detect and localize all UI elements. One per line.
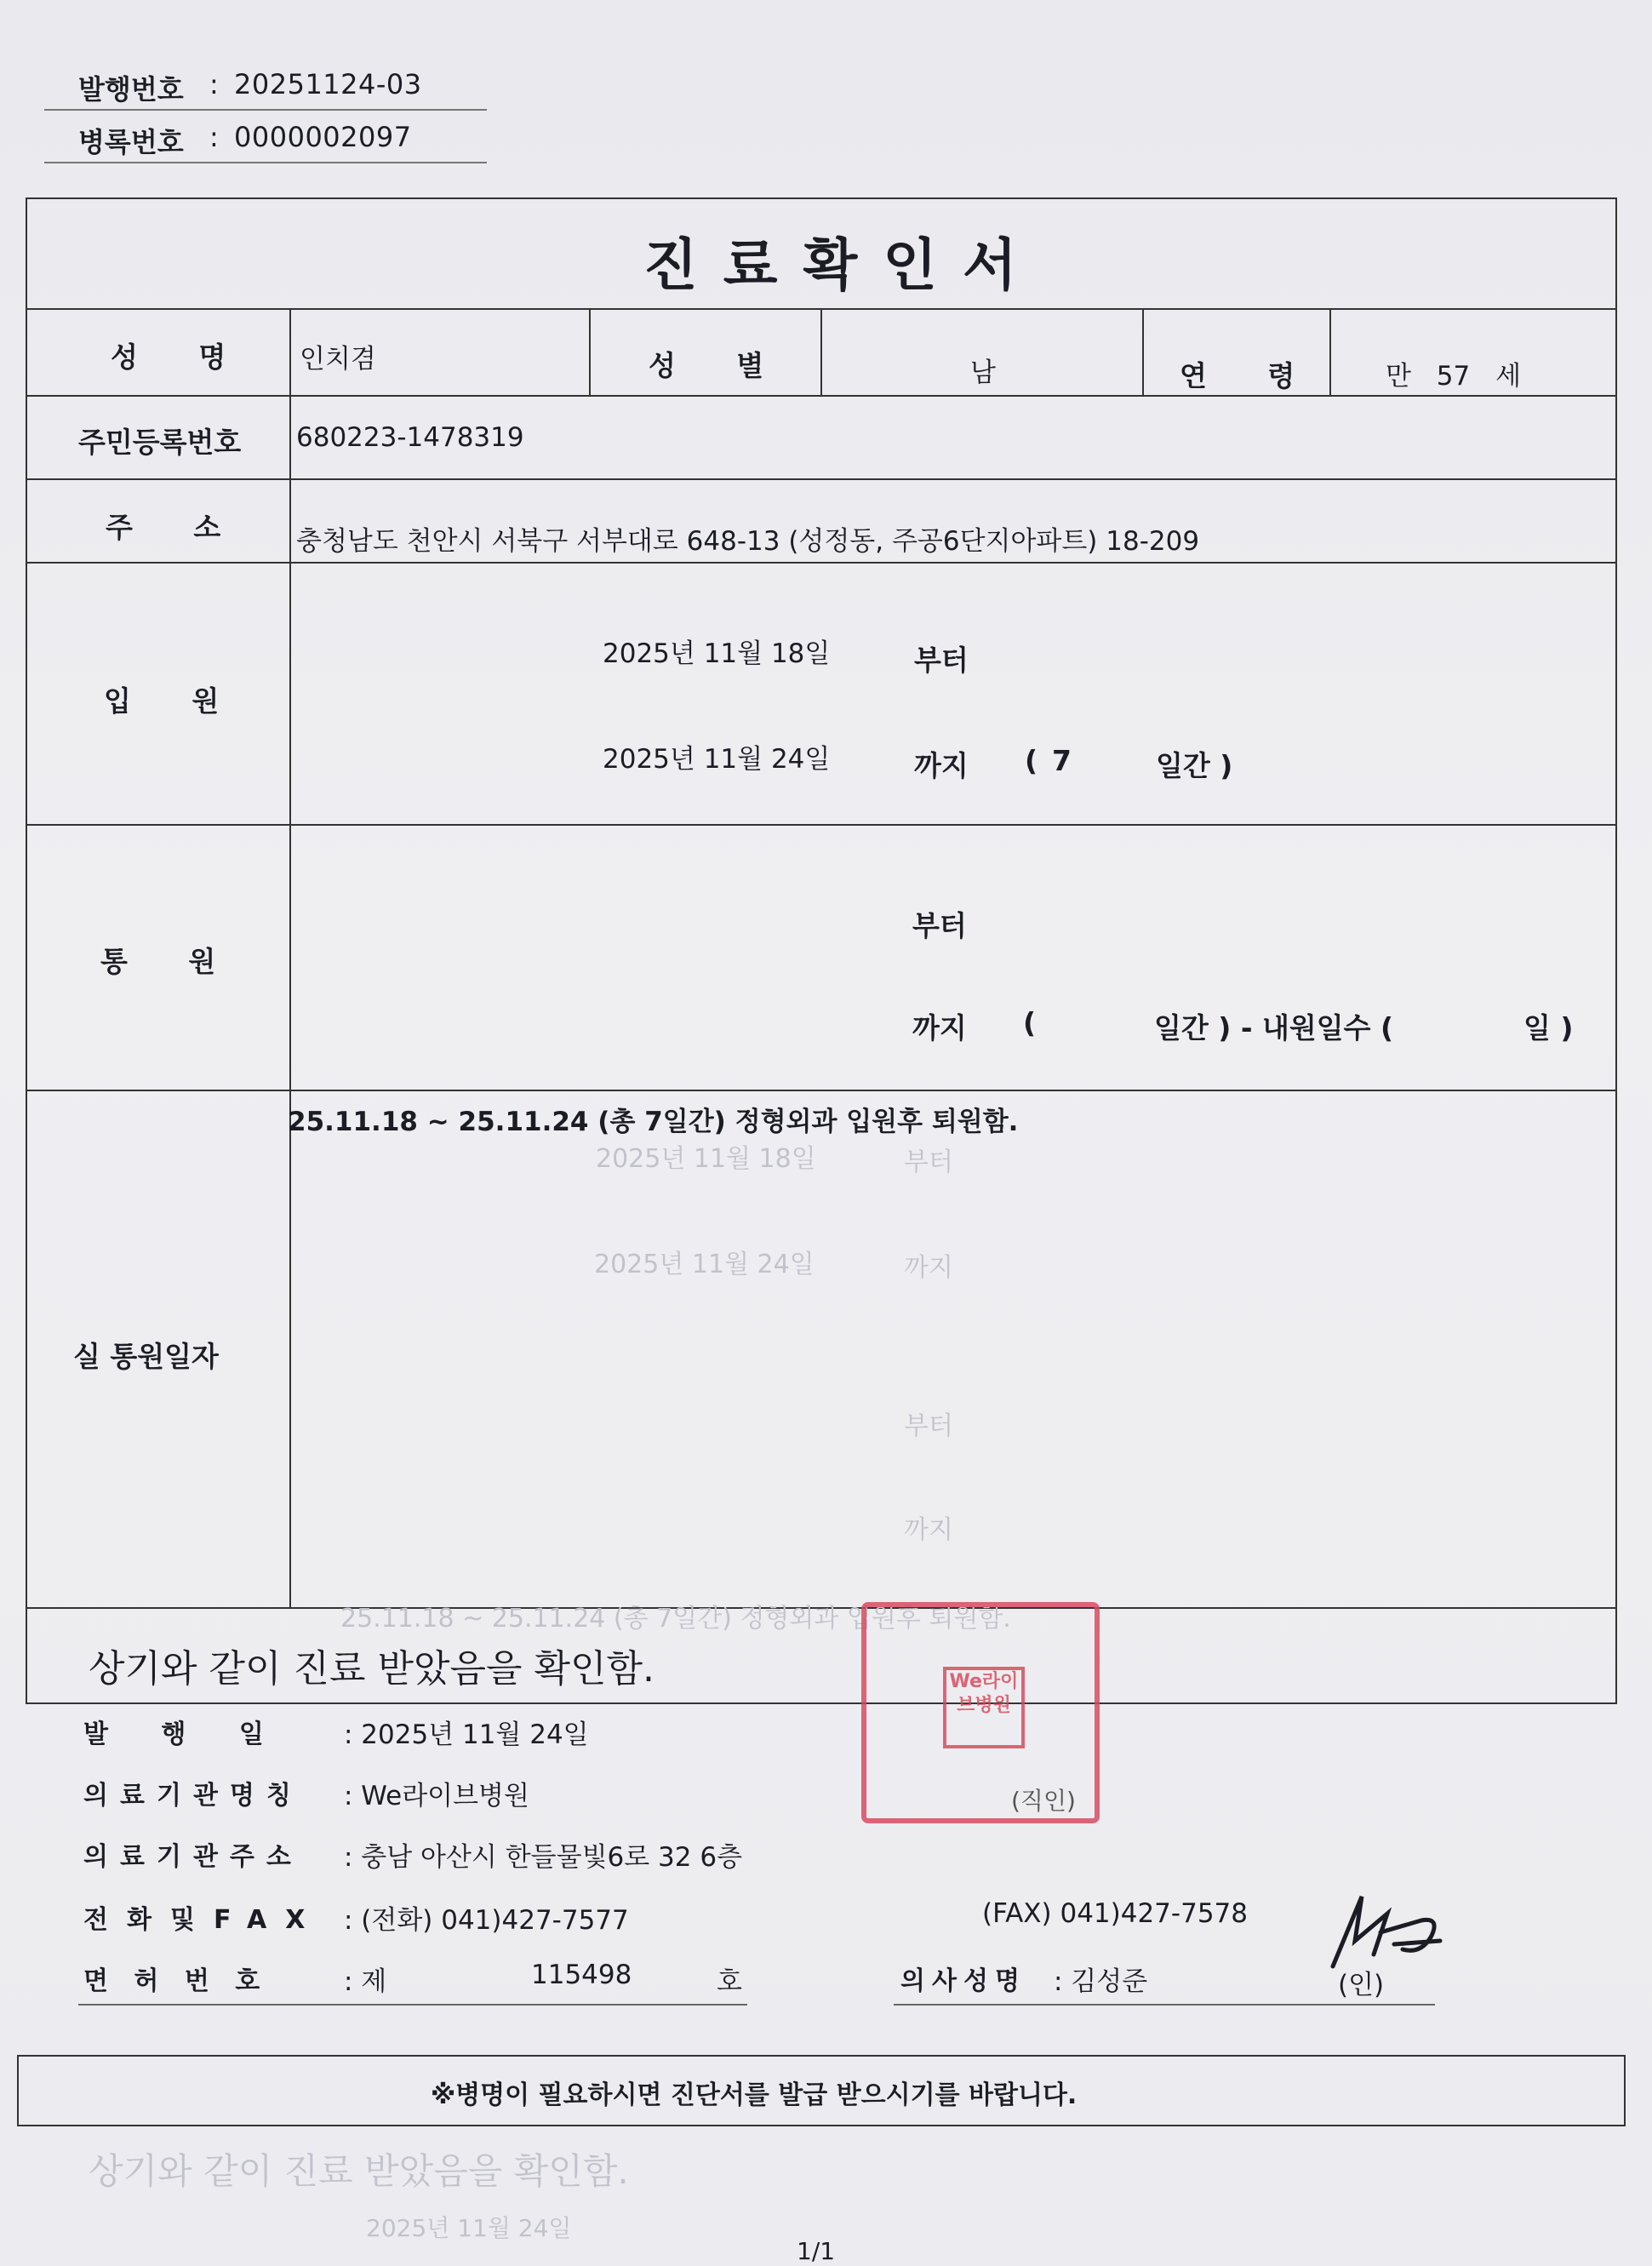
ghost-date: 2025년 11월 18일 [596, 1144, 816, 1174]
ghost-text: 25.11.18 ~ 25.11.24 (총 7일간) 정형외과 입원후 퇴원함. [340, 1604, 1011, 1634]
colon: : [209, 68, 219, 100]
sex-value: 남 [970, 358, 996, 388]
issue-number-label: 발행번호 [78, 73, 184, 106]
ghost-date: 2025년 11월 24일 [366, 2214, 572, 2242]
divider [26, 478, 1617, 480]
hospital-seal-mark: (직인) [1011, 1787, 1076, 1815]
divider [44, 109, 487, 111]
admission-days-close: 일간 ) [1156, 749, 1233, 782]
colon: : [209, 121, 219, 153]
rrn-value: 680223-1478319 [296, 422, 524, 453]
outpatient-to-word: 까지 [912, 1011, 967, 1044]
license-prefix: : 제 [344, 1966, 387, 1997]
divider [289, 308, 291, 1607]
rrn-label: 주민등록번호 [78, 426, 242, 459]
doctor-seal-mark: (인) [1338, 1970, 1385, 2000]
outpatient-label: 통 원 [100, 945, 216, 978]
divider [894, 2004, 1435, 2006]
outpatient-days-open: ( [1023, 1006, 1037, 1039]
ghost-text: 부터 [904, 1147, 953, 1177]
doctor-name-label: 의사성명 [900, 1966, 1026, 1996]
name-label: 성 명 [111, 340, 226, 374]
fax-value: (FAX) 041)427-7578 [982, 1898, 1248, 1929]
phone-value: : (전화) 041)427-7577 [344, 1905, 629, 1936]
footer-notice: ※병명이 필요하시면 진단서를 발급 받으시기를 바랍니다. [431, 2080, 1078, 2110]
age-value: 만 57 세 [1386, 361, 1522, 392]
license-number: 115498 [531, 1960, 632, 1990]
phone-fax-label: 전화및FAX [83, 1905, 324, 1935]
ghost-text: 까지 [904, 1515, 953, 1545]
divider [1329, 308, 1331, 395]
form-outer-box [26, 197, 1617, 1704]
admission-from-date: 2025년 11월 18일 [603, 638, 831, 669]
admission-label: 입 원 [104, 684, 220, 718]
confirm-statement: 상기와 같이 진료 받았음을 확인함. [89, 1647, 655, 1691]
hospital-name-label: 의료기관명칭 [83, 1781, 303, 1811]
divider [26, 1090, 1617, 1091]
hospital-address-label: 의료기관주소 [83, 1842, 303, 1872]
address-label: 주 소 [106, 511, 221, 544]
hospital-address-value: : 충남 아산시 한들물빛6로 32 6층 [344, 1842, 743, 1873]
ghost-statement: 상기와 같이 진료 받았음을 확인함. [89, 2150, 629, 2192]
ghost-text: 까지 [904, 1253, 953, 1283]
license-suffix: 호 [717, 1966, 742, 1997]
doctor-name-value: : 김성준 [1054, 1966, 1148, 1997]
issue-number-value: 20251124-03 [234, 68, 422, 100]
actual-dates-text: 25.11.18 ~ 25.11.24 (총 7일간) 정형외과 입원후 퇴원함. [288, 1107, 1019, 1137]
record-number-value: 0000002097 [234, 121, 412, 153]
sex-label: 성 별 [649, 349, 764, 382]
address-value: 충청남도 천안시 서북구 서부대로 648-13 (성정동, 주공6단지아파트) 18-209 [296, 526, 1200, 557]
admission-to-word: 까지 [914, 749, 969, 782]
age-label: 연 령 [1180, 359, 1295, 392]
hospital-name-value: : We라이브병원 [344, 1781, 529, 1811]
admission-to-date: 2025년 11월 24일 [603, 744, 831, 775]
name-value: 인치겸 [300, 344, 376, 375]
divider [26, 395, 1617, 397]
outpatient-visits-close: 일 ) [1523, 1011, 1574, 1044]
divider [1142, 308, 1144, 395]
ghost-text: 부터 [904, 1411, 953, 1441]
divider [78, 2004, 747, 2006]
divider [26, 824, 1617, 826]
page-number: 1/1 [797, 2237, 836, 2265]
divider [26, 562, 1617, 564]
admission-from-word: 부터 [914, 644, 969, 677]
ghost-date: 2025년 11월 24일 [594, 1250, 815, 1279]
admission-days: 7 [1052, 744, 1072, 777]
actual-dates-label: 실 통원일자 [73, 1340, 219, 1373]
record-number-label: 병록번호 [78, 126, 184, 158]
document-title: 진료확인서 [643, 232, 1043, 298]
outpatient-from-word: 부터 [912, 909, 967, 942]
issue-date-label: 발 행 일 [83, 1720, 286, 1749]
admission-days-open: ( [1025, 744, 1038, 777]
outpatient-days-close: 일간 ) - 내원일수 ( [1154, 1011, 1394, 1044]
hospital-seal [861, 1602, 1100, 1823]
divider [44, 162, 487, 163]
divider [820, 308, 822, 395]
divider [589, 308, 591, 395]
license-label: 면 허 번 호 [83, 1966, 269, 1996]
seal-inner-stamp: We라이브병원 [943, 1667, 1025, 1748]
doctor-signature [1321, 1881, 1449, 1975]
issue-date-value: : 2025년 11월 24일 [344, 1720, 589, 1750]
